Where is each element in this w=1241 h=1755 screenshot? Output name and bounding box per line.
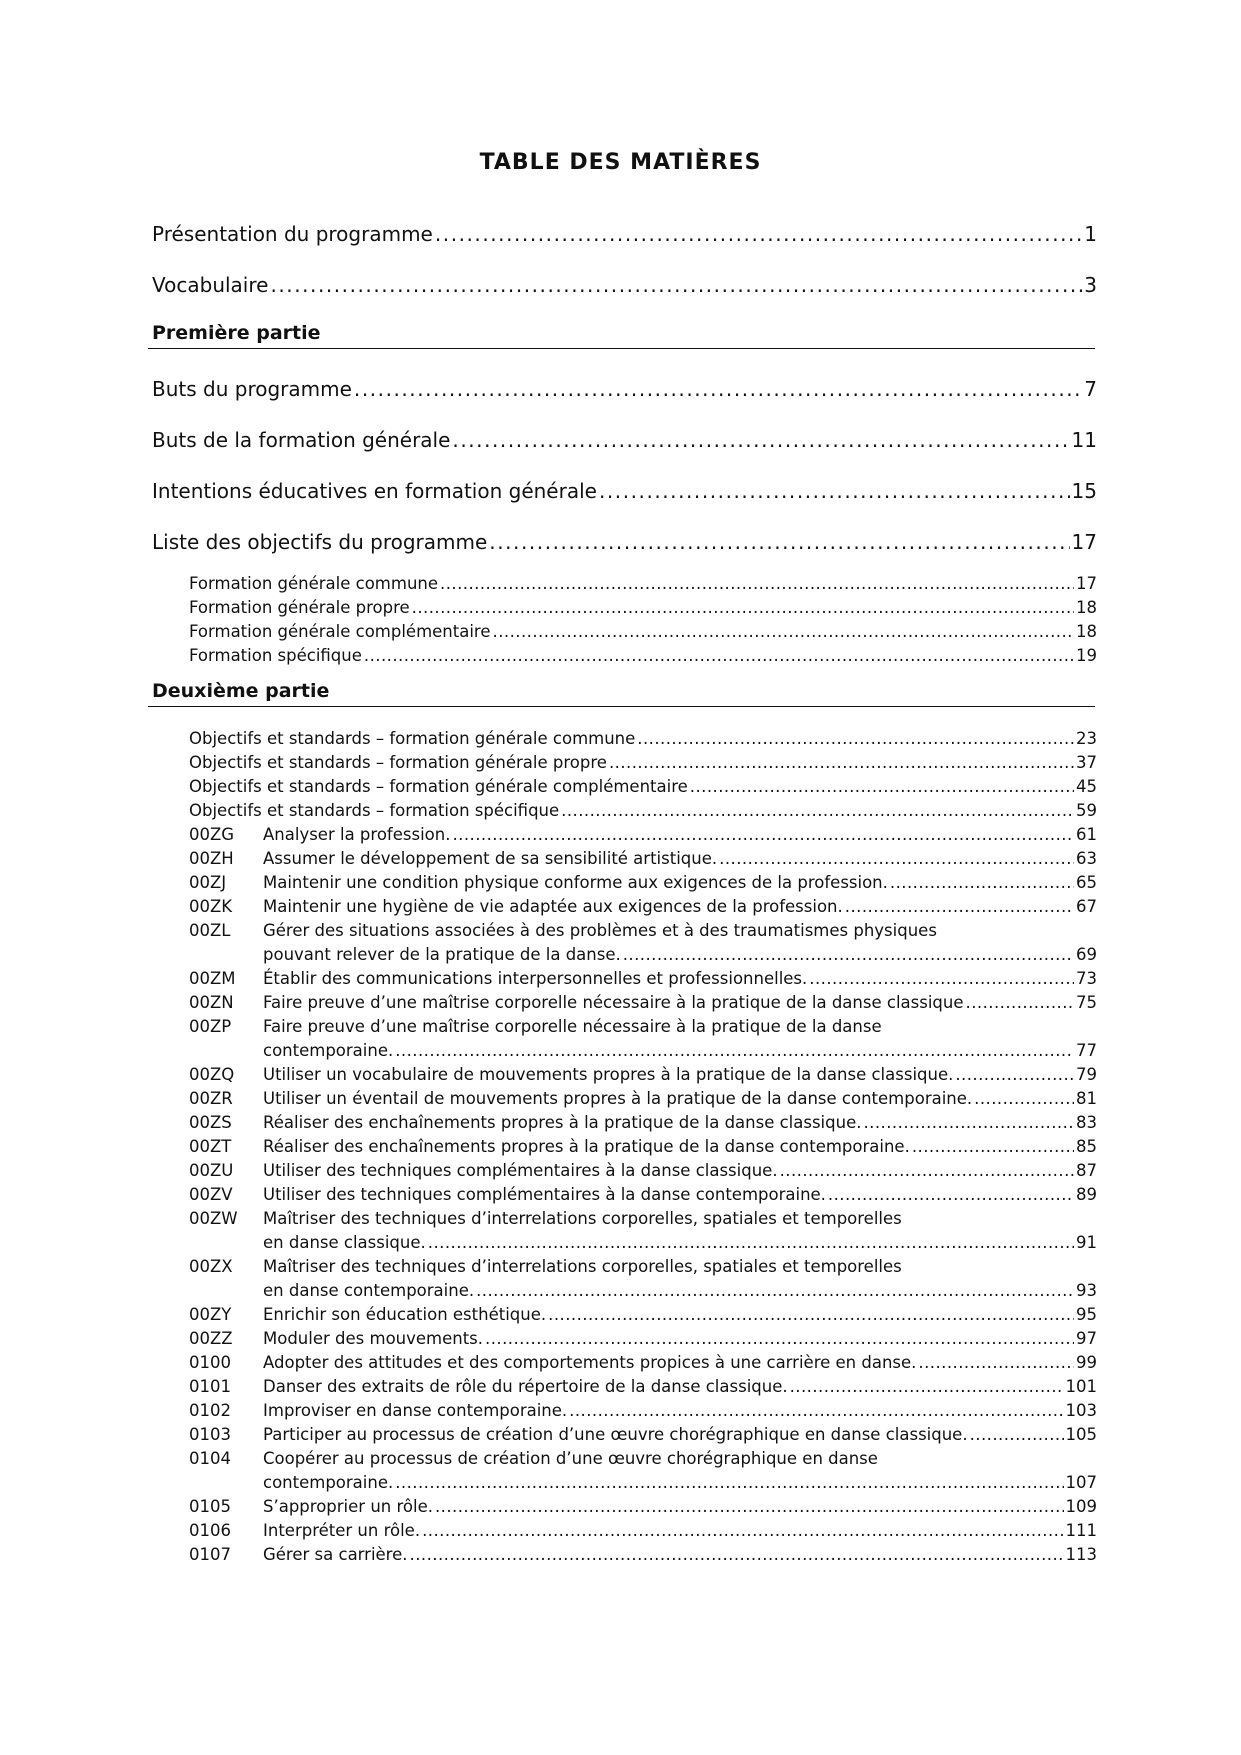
objective-page: 67: [1076, 897, 1097, 916]
objective-page: 69: [1076, 945, 1097, 964]
objective-code: 00ZR: [189, 1089, 233, 1108]
objective-entry[interactable]: [189, 1111, 1097, 1135]
objective-page: 113: [1065, 1545, 1097, 1564]
leader-dots: [270, 271, 1082, 299]
page-title: TABLE DES MATIÈRES: [479, 150, 762, 175]
objective-code: 00ZJ: [189, 873, 227, 892]
objective-page: 61: [1076, 825, 1097, 844]
toc-subentry[interactable]: [189, 644, 1097, 668]
toc-subentry[interactable]: [189, 799, 1097, 823]
objective-page: 95: [1076, 1305, 1097, 1324]
objective-label: Interpréter un rôle.: [263, 1521, 421, 1540]
leader-dots: [435, 1495, 1064, 1519]
leader-dots: [828, 1183, 1074, 1207]
objective-code: 00ZH: [189, 849, 234, 868]
objective-page: 93: [1076, 1281, 1097, 1300]
toc-entry-label: Objectifs et standards – formation générale commune: [189, 729, 636, 748]
leader-dots: [412, 596, 1074, 620]
objective-code: 00ZY: [189, 1305, 232, 1324]
objective-label: Enrichir son éducation esthétique.: [263, 1305, 547, 1324]
leader-dots: [548, 1303, 1074, 1327]
objective-label: en danse classique.: [263, 1233, 426, 1252]
toc-part1-entries: [152, 375, 1097, 560]
objective-label: Analyser la profession.: [263, 825, 451, 844]
toc-entry-label: Liste des objectifs du programme: [152, 530, 488, 554]
leader-dots: [395, 1471, 1063, 1495]
toc-entry-page: 1: [1084, 222, 1097, 246]
objective-label-first-line: Coopérer au processus de création d’une œuvre chorégraphique en danse: [263, 1449, 878, 1468]
objective-label-first-line: Faire preuve d’une maîtrise corporelle nécessaire à la pratique de la danse: [263, 1017, 882, 1036]
objective-entry[interactable]: [189, 1207, 1097, 1255]
toc-entry-page: 18: [1076, 622, 1097, 641]
objective-label-first-line: Maîtriser des techniques d’interrelations corporelles, spatiales et temporelles: [263, 1209, 902, 1228]
objective-label: Maintenir une hygiène de vie adaptée aux exigences de la profession.: [263, 897, 843, 916]
toc-subentry[interactable]: [189, 596, 1097, 620]
leader-dots: [435, 220, 1082, 248]
objective-page: 73: [1076, 969, 1097, 988]
objective-label: Réaliser des enchaînements propres à la pratique de la danse contemporaine.: [263, 1137, 910, 1156]
objective-page: 65: [1076, 873, 1097, 892]
objective-label: Réaliser des enchaînements propres à la pratique de la danse classique.: [263, 1113, 862, 1132]
objective-label: Maintenir une condition physique conforme aux exigences de la profession.: [263, 873, 888, 892]
objective-code: 00ZP: [189, 1017, 232, 1036]
objective-entry[interactable]: [189, 1495, 1097, 1519]
objective-label: S’approprier un rôle.: [263, 1497, 433, 1516]
objective-page: 103: [1065, 1401, 1097, 1420]
leader-dots: [354, 375, 1082, 403]
objective-code: 00ZW: [189, 1209, 238, 1228]
objective-label: en danse contemporaine.: [263, 1281, 475, 1300]
toc-entry-page: 37: [1076, 753, 1097, 772]
toc-entry-page: 17: [1076, 574, 1097, 593]
objective-entry[interactable]: [189, 1327, 1097, 1351]
toc-subentry[interactable]: [189, 775, 1097, 799]
objective-code: 00ZX: [189, 1257, 233, 1276]
objective-code: 0101: [189, 1377, 231, 1396]
leader-dots: [863, 1111, 1074, 1135]
objective-entry[interactable]: [189, 1543, 1097, 1567]
objective-code: 0107: [189, 1545, 231, 1564]
objective-page: 111: [1065, 1521, 1097, 1540]
toc-entry-label: Objectifs et standards – formation spécifique: [189, 801, 560, 820]
part-heading: Première partie: [148, 322, 1095, 349]
objective-code: 00ZT: [189, 1137, 232, 1156]
toc-entry-page: 45: [1076, 777, 1097, 796]
leader-dots: [912, 1135, 1074, 1159]
leader-dots: [974, 1087, 1074, 1111]
objective-entry[interactable]: [189, 1015, 1097, 1063]
toc-entry-page: 11: [1071, 428, 1097, 452]
objective-code: 00ZM: [189, 969, 236, 988]
objective-label: Participer au processus de création d’une œuvre chorégraphique en danse classique.: [263, 1425, 968, 1444]
leader-dots: [493, 620, 1074, 644]
objective-page: 99: [1076, 1353, 1097, 1372]
objectives-list: [189, 823, 1097, 1567]
objective-page: 97: [1076, 1329, 1097, 1348]
objective-label: Faire preuve d’une maîtrise corporelle nécessaire à la pratique de la danse classique: [263, 993, 964, 1012]
objective-label: Moduler des mouvements.: [263, 1329, 484, 1348]
leader-dots: [428, 1231, 1074, 1255]
leader-dots: [569, 1399, 1063, 1423]
objective-code: 00ZN: [189, 993, 234, 1012]
objective-code: 0100: [189, 1353, 231, 1372]
toc-subentry[interactable]: [189, 751, 1097, 775]
toc-entry-label: Objectifs et standards – formation générale propre: [189, 753, 607, 772]
toc-entry-page: 18: [1076, 598, 1097, 617]
objective-label-first-line: Gérer des situations associées à des problèmes et à des traumatismes physiques: [263, 921, 937, 940]
toc-entry-page: 19: [1076, 646, 1097, 665]
leader-dots: [780, 1159, 1074, 1183]
objective-page: 85: [1076, 1137, 1097, 1156]
objective-entry[interactable]: [189, 1399, 1097, 1423]
leader-dots: [609, 751, 1074, 775]
objective-entry[interactable]: [189, 1159, 1097, 1183]
toc-entry-label: Formation générale propre: [189, 598, 410, 617]
objective-entry[interactable]: [189, 823, 1097, 847]
leader-dots: [809, 967, 1074, 991]
objective-code: 00ZU: [189, 1161, 234, 1180]
objective-entry[interactable]: [189, 871, 1097, 895]
toc-entry-label: Vocabulaire: [152, 273, 269, 297]
objective-page: 91: [1076, 1233, 1097, 1252]
objective-entry[interactable]: [189, 1351, 1097, 1375]
toc-entry-page: 23: [1076, 729, 1097, 748]
objective-code: 00ZG: [189, 825, 235, 844]
objective-entry[interactable]: [189, 919, 1097, 967]
objective-page: 75: [1076, 993, 1097, 1012]
toc-part2-entries: [189, 727, 1097, 1567]
objective-page: 83: [1076, 1113, 1097, 1132]
objective-entry[interactable]: [189, 1255, 1097, 1303]
leader-dots: [440, 572, 1074, 596]
objective-code: 00ZL: [189, 921, 231, 940]
toc-part1-subentries: [152, 572, 1097, 668]
objective-code: 00ZZ: [189, 1329, 233, 1348]
leader-dots: [790, 1375, 1064, 1399]
toc-entry-label: Formation générale commune: [189, 574, 439, 593]
objective-entry[interactable]: [189, 1375, 1097, 1399]
objective-label-first-line: Maîtriser des techniques d’interrelations corporelles, spatiales et temporelles: [263, 1257, 902, 1276]
leader-dots: [410, 1543, 1064, 1567]
leader-dots: [422, 1519, 1063, 1543]
toc-entry-label: Objectifs et standards – formation générale complémentaire: [189, 777, 688, 796]
leader-dots: [485, 1327, 1074, 1351]
objective-label: contemporaine.: [263, 1473, 394, 1492]
objective-label: Utiliser des techniques complémentaires à la danse contemporaine.: [263, 1185, 826, 1204]
leader-dots: [970, 1423, 1064, 1447]
objective-entry[interactable]: [189, 1447, 1097, 1495]
objective-code: 0105: [189, 1497, 231, 1516]
toc-entry-page: 59: [1076, 801, 1097, 820]
objective-page: 63: [1076, 849, 1097, 868]
objective-code: 0102: [189, 1401, 231, 1420]
leader-dots: [476, 1279, 1074, 1303]
toc-entry[interactable]: [152, 528, 1097, 560]
toc-entry-label: Buts de la formation générale: [152, 428, 451, 452]
toc-entry[interactable]: [152, 271, 1097, 322]
objective-label: Adopter des attitudes et des comportements propices à une carrière en danse.: [263, 1353, 917, 1372]
toc-entry-label: Formation spécifique: [189, 646, 362, 665]
objective-code: 0103: [189, 1425, 231, 1444]
leader-dots: [599, 477, 1070, 505]
toc-entry-page: 3: [1084, 273, 1097, 297]
part-heading: Deuxième partie: [148, 680, 1095, 707]
leader-dots: [955, 1063, 1074, 1087]
objective-label: Établir des communications interpersonnelles et professionnelles.: [263, 969, 808, 988]
objective-code: 0106: [189, 1521, 231, 1540]
objective-entry[interactable]: [189, 895, 1097, 919]
toc-entry-label: Présentation du programme: [152, 222, 433, 246]
toc-subentry[interactable]: [189, 727, 1097, 751]
leader-dots: [719, 847, 1074, 871]
objective-entry[interactable]: [189, 1135, 1097, 1159]
objective-page: 81: [1076, 1089, 1097, 1108]
objective-entry[interactable]: [189, 1303, 1097, 1327]
objective-label: contemporaine.: [263, 1041, 394, 1060]
toc-entry-label: Buts du programme: [152, 377, 352, 401]
objective-code: 00ZS: [189, 1113, 232, 1132]
toc-entry-page: 7: [1084, 377, 1097, 401]
toc-entry-label: Intentions éducatives en formation générale: [152, 479, 597, 503]
toc-subentry[interactable]: [189, 620, 1097, 644]
objective-code: 00ZK: [189, 897, 233, 916]
objective-page: 87: [1076, 1161, 1097, 1180]
objective-entry[interactable]: [189, 967, 1097, 991]
toc-entry[interactable]: [152, 375, 1097, 426]
objective-entry[interactable]: [189, 1423, 1097, 1447]
toc-subentry[interactable]: [189, 572, 1097, 596]
objective-page: 77: [1076, 1041, 1097, 1060]
objective-entry[interactable]: [189, 847, 1097, 871]
objective-label: pouvant relever de la pratique de la danse.: [263, 945, 621, 964]
toc-entry[interactable]: [152, 220, 1097, 271]
leader-dots: [890, 871, 1074, 895]
objective-label: Utiliser un vocabulaire de mouvements propres à la pratique de la danse classique.: [263, 1065, 954, 1084]
objective-entry[interactable]: [189, 991, 1097, 1015]
leader-dots: [623, 943, 1074, 967]
objective-entry[interactable]: [189, 1183, 1097, 1207]
objective-label: Gérer sa carrière.: [263, 1545, 408, 1564]
objective-entry[interactable]: [189, 1063, 1097, 1087]
leader-dots: [918, 1351, 1074, 1375]
toc-entry[interactable]: [152, 426, 1097, 477]
toc-entry-label: Formation générale complémentaire: [189, 622, 491, 641]
leader-dots: [452, 426, 1069, 454]
objective-page: 89: [1076, 1185, 1097, 1204]
leader-dots: [452, 823, 1074, 847]
objective-code: 00ZQ: [189, 1065, 235, 1084]
leader-dots: [395, 1039, 1074, 1063]
objective-entry[interactable]: [189, 1519, 1097, 1543]
leader-dots: [364, 644, 1074, 668]
objective-page: 101: [1065, 1377, 1097, 1396]
leader-dots: [690, 775, 1074, 799]
objective-code: 00ZV: [189, 1185, 233, 1204]
objective-label: Utiliser des techniques complémentaires à la danse classique.: [263, 1161, 778, 1180]
leader-dots: [561, 799, 1074, 823]
leader-dots: [489, 528, 1069, 556]
objective-label: Assumer le développement de sa sensibilité artistique.: [263, 849, 718, 868]
toc-entry-page: 15: [1071, 479, 1097, 503]
leader-dots: [637, 727, 1074, 751]
toc-entry-page: 17: [1071, 530, 1097, 554]
toc-top-entries: [152, 220, 1097, 322]
objective-page: 79: [1076, 1065, 1097, 1084]
objective-page: 107: [1065, 1473, 1097, 1492]
objective-entry[interactable]: [189, 1087, 1097, 1111]
objective-label: Utiliser un éventail de mouvements propres à la pratique de la danse contemporaine.: [263, 1089, 973, 1108]
leader-dots: [966, 991, 1075, 1015]
objective-label: Improviser en danse contemporaine.: [263, 1401, 568, 1420]
objective-code: 0104: [189, 1449, 231, 1468]
objective-page: 109: [1065, 1497, 1097, 1516]
objective-label: Danser des extraits de rôle du répertoire de la danse classique.: [263, 1377, 788, 1396]
leader-dots: [845, 895, 1074, 919]
toc-entry[interactable]: [152, 477, 1097, 528]
objective-page: 105: [1065, 1425, 1097, 1444]
